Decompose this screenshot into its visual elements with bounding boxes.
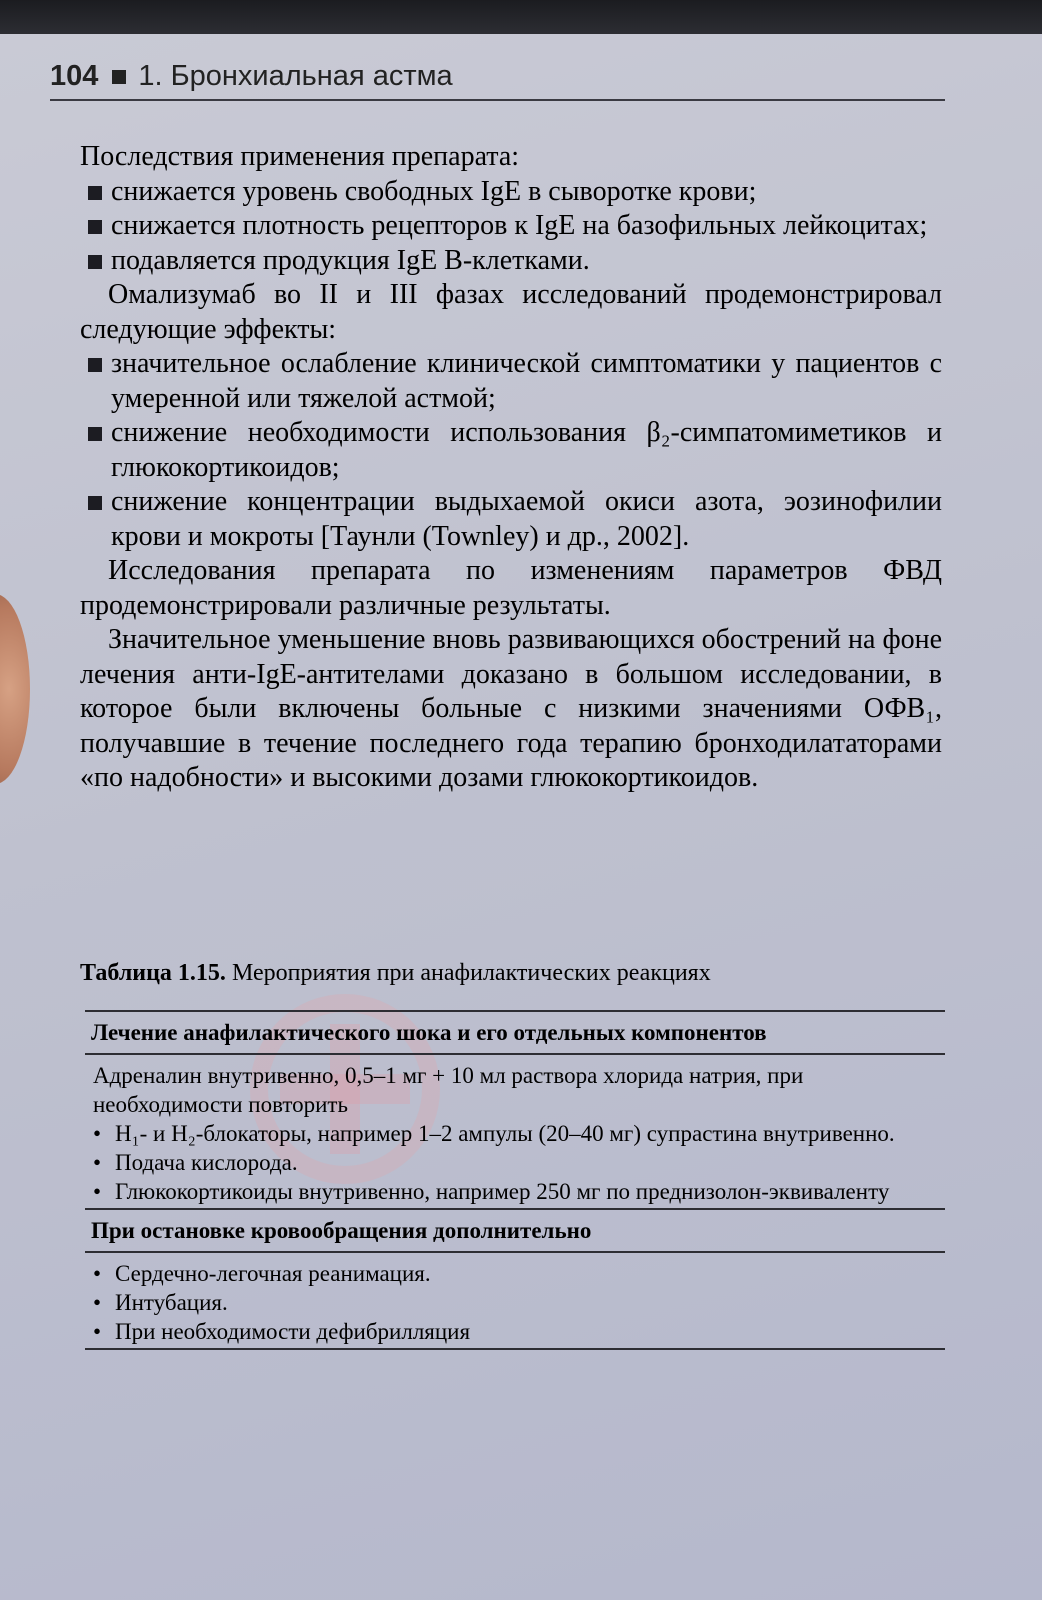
phase-intro: Омализумаб во II и III фазах исследований продемонстрировал следующие эффекты: — [80, 279, 942, 345]
thumb-photo — [0, 594, 30, 784]
table-cell — [85, 1055, 945, 1208]
table — [85, 1010, 945, 1350]
square-bullet-icon — [88, 427, 102, 441]
effects-intro: Последствия применения препарата: — [80, 141, 520, 172]
bullet-dot-icon: • — [93, 1319, 102, 1344]
table-section-title: Лечение анафилактического шока и его отдельных компонентов — [91, 1020, 767, 1045]
bullet-dot-icon: • — [93, 1150, 102, 1175]
list-item: снижается уровень свободных IgE в сыворотке крови; — [80, 175, 942, 210]
square-bullet-icon — [88, 358, 102, 372]
square-bullet-icon — [88, 496, 102, 510]
running-header — [50, 60, 945, 101]
page-number: 104 — [50, 60, 99, 92]
list-item: значительное ослабление клинической симптоматики у пациентов с умеренной или тяжелой астмой; — [80, 347, 942, 416]
bullet-dot-icon: • — [93, 1261, 102, 1286]
table-section-title: При остановке кровообращения дополнительно — [91, 1218, 592, 1243]
bullet-dot-icon: • — [93, 1121, 102, 1146]
chapter-title: 1. Бронхиальная астма — [138, 60, 453, 92]
square-bullet-icon — [88, 186, 102, 200]
main-text — [80, 140, 942, 796]
square-bullet-icon — [112, 70, 126, 84]
bullet-dot-icon: • — [93, 1179, 102, 1204]
table-lead-text: Адреналин внутривенно, 0,5–1 мг + 10 мл раствора хлорида натрия, при необходимости повторить — [93, 1063, 804, 1117]
list-item: снижение необходимости использования β₂-симпатомиметиков и глюкокортикоидов; — [80, 416, 942, 485]
table-list-item: • H₁- и H₂-блокаторы, например 1–2 ампулы (20–40 мг) супрастина внутривенно. — [93, 1121, 895, 1146]
bullet-dot-icon: • — [93, 1290, 102, 1315]
table-cell — [85, 1253, 945, 1348]
list-item: снижается плотность рецепторов к IgE на базофильных лейкоцитах; — [80, 209, 942, 244]
table-list-item: • Подача кислорода. — [93, 1150, 298, 1175]
table-list-item: • Глюкокортикоиды внутривенно, например 250 мг по преднизолон-эквиваленту — [93, 1179, 890, 1204]
table-list-item: • Сердечно-легочная реанимация. — [93, 1261, 431, 1286]
table-list-item: • При необходимости дефибрилляция — [93, 1319, 471, 1344]
square-bullet-icon — [88, 255, 102, 269]
table-rule — [85, 1348, 945, 1350]
square-bullet-icon — [88, 220, 102, 234]
paragraph-fvd: Исследования препарата по изменениям параметров ФВД продемонстрировали различные результаты. — [80, 555, 942, 621]
list-item: снижение концентрации выдыхаемой окиси азота, эозинофилии крови и мокроты [Таунли (Townley) и др., 2002]. — [80, 485, 942, 554]
table-label: Таблица 1.15. — [80, 960, 226, 986]
table-list-item: • Интубация. — [93, 1290, 228, 1315]
table-caption — [80, 960, 942, 987]
paragraph-reduction: Значительное уменьшение вновь развивающихся обострений на фоне лечения анти-IgE-антителами доказано в большом исследовании, в которое были включены больные с низкими значениями ОФВ₁, получавшие в течение последнего года терапию бронходилататорами «по надобности» и высокими дозами глюкокортикоидов. — [80, 624, 942, 793]
list-item: подавляется продукция IgE B-клетками. — [80, 244, 942, 279]
table-title: Мероприятия при анафилактических реакциях — [231, 960, 711, 986]
